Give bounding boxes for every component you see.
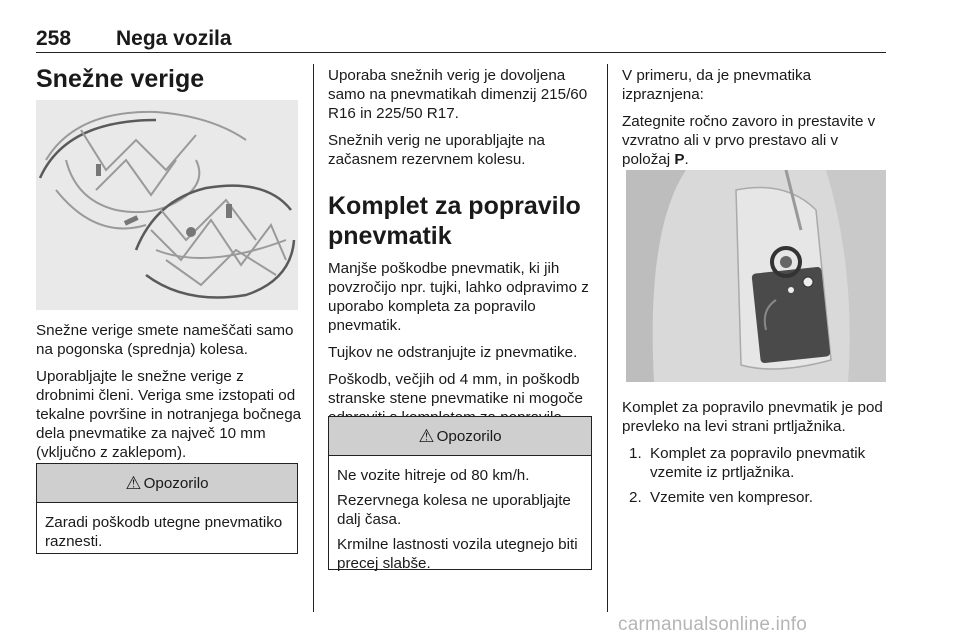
paragraph: Komplet za popravilo pnevmatik je pod prevleko na levi strani prtljažnika.: [622, 399, 883, 435]
watermark: carmanualsonline.info: [618, 614, 808, 635]
warning-header: [37, 464, 297, 503]
right-column-bottom-text: [622, 398, 894, 513]
warning-triangle-icon: ⚠: [125, 472, 142, 493]
step-number: 2.: [629, 489, 642, 506]
right-column-top-text: [622, 66, 890, 177]
warning-title: Opozorilo: [143, 474, 209, 492]
trunk-illustration: [626, 170, 886, 382]
section-title: Nega vozila: [116, 27, 232, 50]
steps-list: [622, 444, 894, 507]
list-item: [622, 444, 894, 482]
middle-column-text: [328, 66, 596, 454]
text-run: .: [684, 151, 689, 168]
step-text: Vzemite ven kompresor.: [650, 489, 813, 506]
warning-line: Krmilne lastnosti vozila utegnejo biti precej slabše.: [337, 536, 578, 572]
paragraph: [622, 112, 890, 169]
step-number: 1.: [629, 445, 642, 462]
warning-body: [37, 503, 297, 563]
paragraph: Manjše poškodbe pnevmatik, ki jih povzročijo npr. tujki, lahko odpravimo z uporabo kompleta za popravilo pnevmatik.: [328, 260, 589, 334]
gear-position-p: P: [674, 151, 685, 168]
paragraph: Uporabljajte le snežne verige z drobnimi členi. Veriga sme izstopati od tekalne površine in notranjega bočnega dela pnevmatike za največ 10 mm (vključno z zaklepom).: [36, 368, 302, 461]
warning-line: Ne vozite hitreje od 80 km/h.: [337, 467, 530, 484]
column-divider-2: [607, 64, 608, 612]
text-run: Zategnite ročno zavoro in prestavite v vzvratno ali v prvo prestavo ali v položaj: [622, 113, 876, 168]
snow-chains-text: [36, 321, 304, 470]
warning-line: Rezervnega kolesa ne uporabljajte dalj časa.: [337, 492, 571, 528]
warning-text: Zaradi poškodb utegne pnevmatiko raznesti.: [45, 514, 283, 550]
warning-header: [329, 417, 591, 456]
repair-kit-heading: Komplet za popravilo pnevmatik: [328, 192, 581, 250]
warning-box-middle: [328, 416, 592, 570]
header-rule: [36, 52, 886, 53]
column-divider-1: [313, 64, 314, 612]
list-item: [622, 488, 894, 507]
snow-chains-heading: Snežne verige: [36, 65, 205, 93]
paragraph: Poškodb, večjih od 4 mm, in poškodb stranske stene pnevmatike ni mogoče: [328, 371, 583, 407]
trunk-drawing: [626, 170, 886, 382]
page-number: 258: [36, 27, 72, 50]
warning-box-left: [36, 463, 298, 554]
paragraph: Tujkov ne odstranjujte iz pnevmatike.: [328, 344, 578, 361]
paragraph: Snežnih verig ne uporabljajte na začasnem rezervnem kolesu.: [328, 132, 545, 168]
step-text: Komplet za popravilo pnevmatik vzemite iz prtljažnika.: [650, 445, 866, 481]
snow-chains-illustration: [36, 100, 298, 310]
snow-chains-drawing: [36, 100, 298, 310]
paragraph: V primeru, da je pnevmatika izpraznjena:: [622, 67, 812, 103]
warning-title: Opozorilo: [436, 427, 502, 445]
paragraph: Uporaba snežnih verig je dovoljena samo na pnevmatikah dimenzij 215/60 R16 in 225/50 R17.: [328, 67, 588, 122]
warning-body: [329, 456, 591, 585]
warning-triangle-icon: ⚠: [418, 425, 435, 446]
paragraph: Snežne verige smete nameščati samo na pogonska (sprednja) kolesa.: [36, 322, 294, 358]
